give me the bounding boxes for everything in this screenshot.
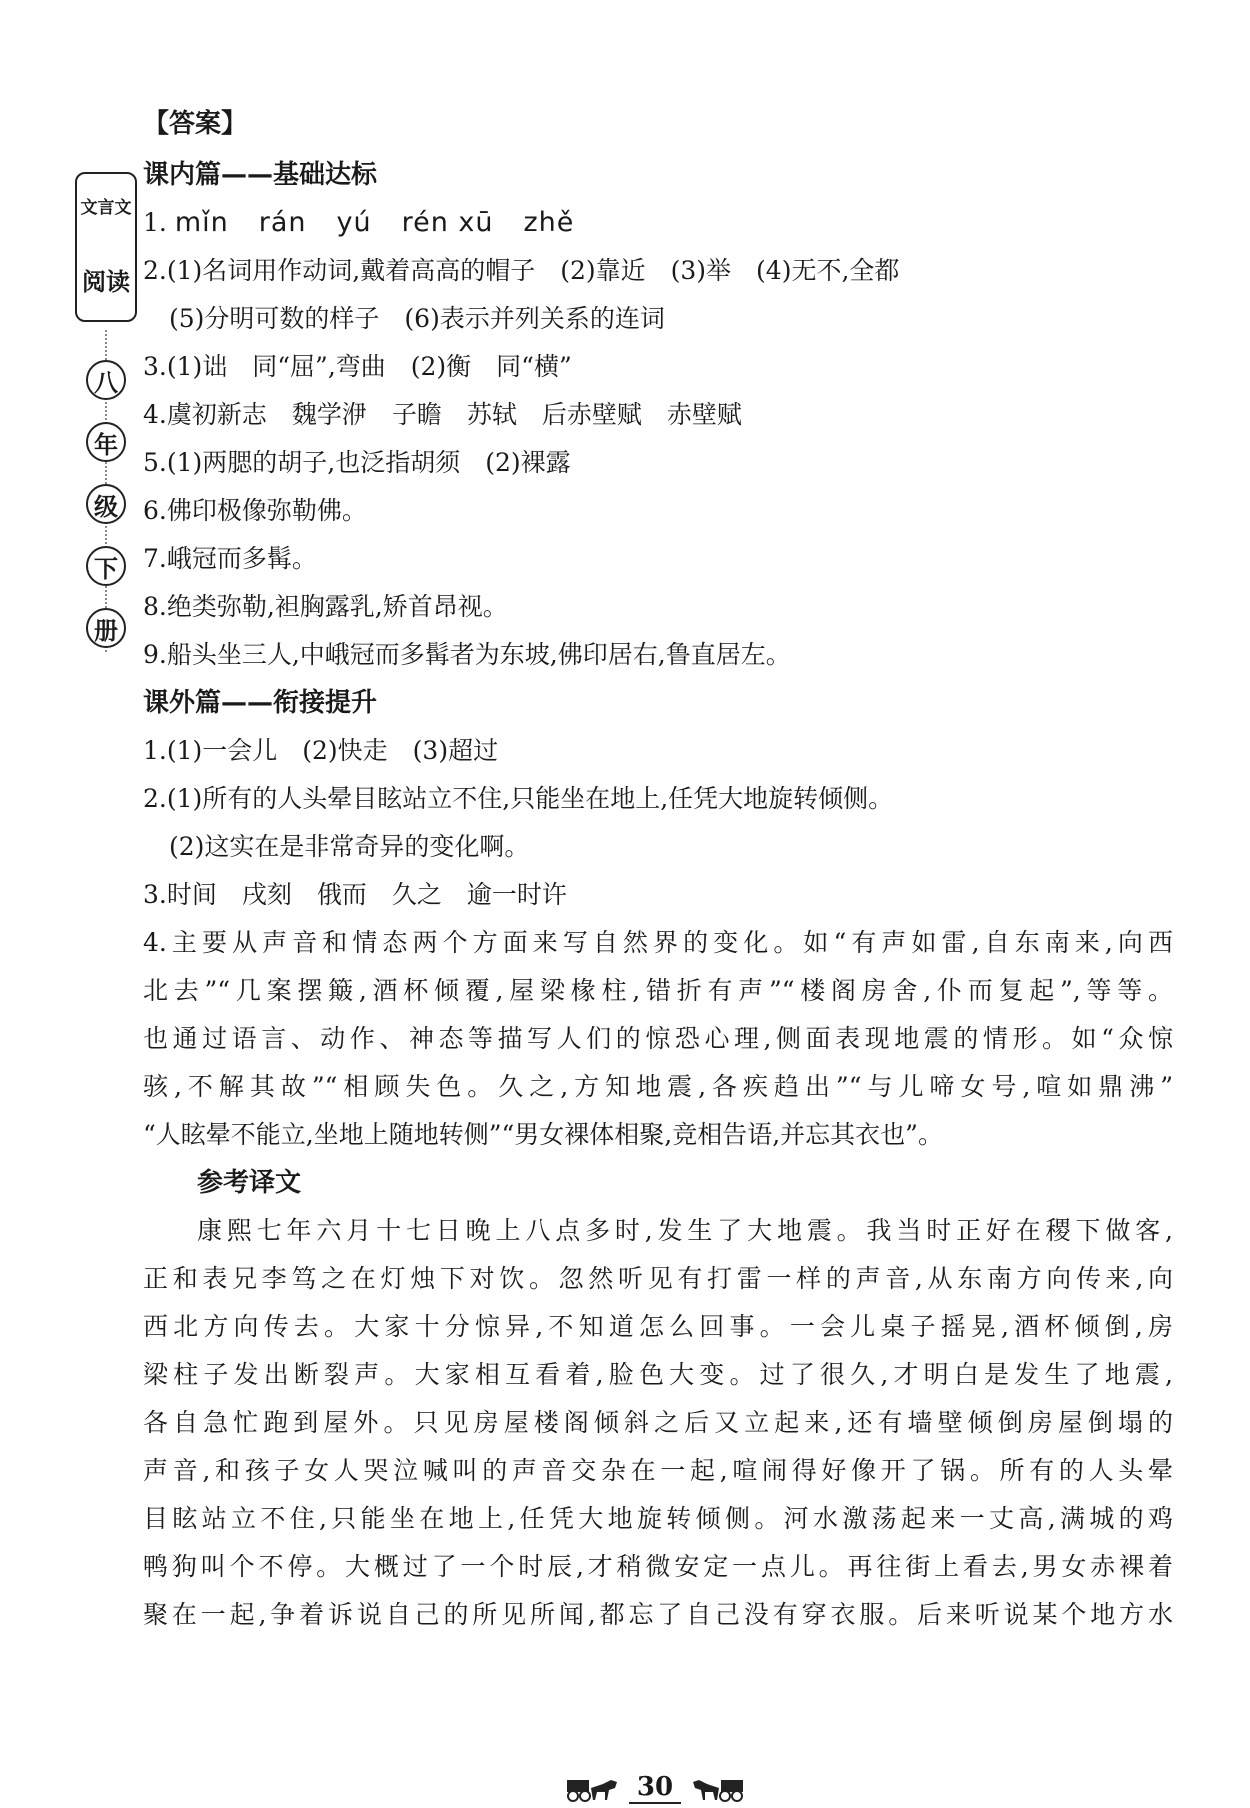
grade-char: 下 xyxy=(86,546,126,586)
carriage-ornament-right-icon xyxy=(689,1774,747,1802)
answer-heading: 【答案】 xyxy=(143,109,248,139)
translation-line: 聚在一起,争着诉说自己的所见所闻,都忘了自己没有穿衣服。后来听说某个地方水 xyxy=(143,1600,1173,1629)
answer-q2-line1: 2.(1)名词用作动词,戴着高高的帽子 (2)靠近 (3)举 (4)无不,全都 xyxy=(143,256,900,285)
pinyin-item: zhě xyxy=(523,207,575,238)
pinyin-item: rén xū xyxy=(401,207,494,238)
answer-q9: 9.船头坐三人,中峨冠而多髯者为东坡,佛印居右,鲁直居左。 xyxy=(143,640,791,669)
translation-line: 各自急忙跑到屋外。只见房屋楼阁倾斜之后又立起来,还有墙壁倾倒房屋倒塌的 xyxy=(143,1408,1173,1437)
q1-number: 1. xyxy=(143,208,167,237)
answer-ex-q4-line: 4.主要从声音和情态两个方面来写自然界的变化。如“有声如雷,自东南来,向西 xyxy=(143,928,1173,957)
translation-line: 目眩站立不住,只能坐在地上,任凭大地旋转倾侧。河水激荡起来一丈高,满城的鸡 xyxy=(143,1504,1173,1533)
answer-ex-q4-line: 骇,不解其故”“相顾失色。久之,方知地震,各疾趋出”“与儿啼女号,喧如鼎沸” xyxy=(143,1072,1173,1101)
answer-q2-line2: (5)分明可数的样子 (6)表示并列关系的连词 xyxy=(169,304,665,333)
grade-char: 级 xyxy=(86,484,126,524)
seal-logo xyxy=(75,172,137,322)
answer-q6: 6.佛印极像弥勒佛。 xyxy=(143,496,367,525)
pinyin-item: mǐn xyxy=(174,207,229,238)
q1-pinyin xyxy=(175,207,605,238)
answer-ex-q2-line2: (2)这实在是非常奇异的变化啊。 xyxy=(169,832,530,861)
grade-label xyxy=(83,360,129,648)
translation-line: 康熙七年六月十七日晚上八点多时,发生了大地震。我当时正好在稷下做客, xyxy=(197,1216,1173,1245)
grade-char: 年 xyxy=(86,422,126,462)
answer-q3: 3.(1)诎 同“屈”,弯曲 (2)衡 同“横” xyxy=(143,352,572,381)
answer-ex-q2-line1: 2.(1)所有的人头晕目眩站立不住,只能坐在地上,任凭大地旋转倾侧。 xyxy=(143,784,894,813)
answer-q1 xyxy=(143,207,604,239)
translation-line: 梁柱子发出断裂声。大家相互看着,脸色大变。过了很久,才明白是发生了地震, xyxy=(143,1360,1173,1389)
answer-ex-q4-line: 也通过语言、动作、神态等描写人们的惊恐心理,侧面表现地震的情形。如“众惊 xyxy=(143,1024,1173,1053)
answer-q4: 4.虞初新志 魏学洢 子瞻 苏轼 后赤壁赋 赤壁赋 xyxy=(143,400,742,429)
pinyin-item: rán xyxy=(258,207,307,238)
translation-line: 西北方向传去。大家十分惊异,不知道怎么回事。一会儿桌子摇晃,酒杯倾倒,房 xyxy=(143,1312,1173,1341)
carriage-ornament-left-icon xyxy=(563,1774,621,1802)
answer-ex-q4-line: “人眩晕不能立,坐地上随地转侧”“男女裸体相聚,竞相告语,并忘其衣也”。 xyxy=(143,1120,943,1149)
section-title-extracurricular: 课外篇——衔接提升 xyxy=(143,688,378,718)
seal-text-top: 文言文 xyxy=(80,198,132,219)
page-footer xyxy=(555,1768,755,1808)
answer-ex-q4-line: 北去”“几案摆簸,酒杯倾覆,屋梁椽柱,错折有声”“楼阁房舍,仆而复起”,等等。 xyxy=(143,976,1173,1005)
grade-char: 八 xyxy=(86,360,126,400)
grade-char: 册 xyxy=(86,608,126,648)
translation-title: 参考译文 xyxy=(197,1168,302,1198)
translation-line: 鸭狗叫个不停。大概过了一个时辰,才稍微安定一点儿。再往街上看去,男女赤裸着 xyxy=(143,1552,1173,1581)
translation-line: 正和表兄李笃之在灯烛下对饮。忽然听见有打雷一样的声音,从东南方向传来,向 xyxy=(143,1264,1173,1293)
answer-ex-q1: 1.(1)一会儿 (2)快走 (3)超过 xyxy=(143,736,499,765)
translation-line: 声音,和孩子女人哭泣喊叫的声音交杂在一起,喧闹得好像开了锅。所有的人头晕 xyxy=(143,1456,1173,1485)
answer-q7: 7.峨冠而多髯。 xyxy=(143,544,317,573)
answer-q8: 8.绝类弥勒,袒胸露乳,矫首昂视。 xyxy=(143,592,508,621)
section-title-inclass: 课内篇——基础达标 xyxy=(143,160,378,190)
answer-ex-q3: 3.时间 戌刻 俄而 久之 逾一时许 xyxy=(143,880,567,909)
pinyin-item: yú xyxy=(336,207,372,238)
page-number: 30 xyxy=(629,1772,681,1804)
answer-q5: 5.(1)两腮的胡子,也泛指胡须 (2)裸露 xyxy=(143,448,571,477)
seal-text-bottom: 阅读 xyxy=(82,267,130,296)
